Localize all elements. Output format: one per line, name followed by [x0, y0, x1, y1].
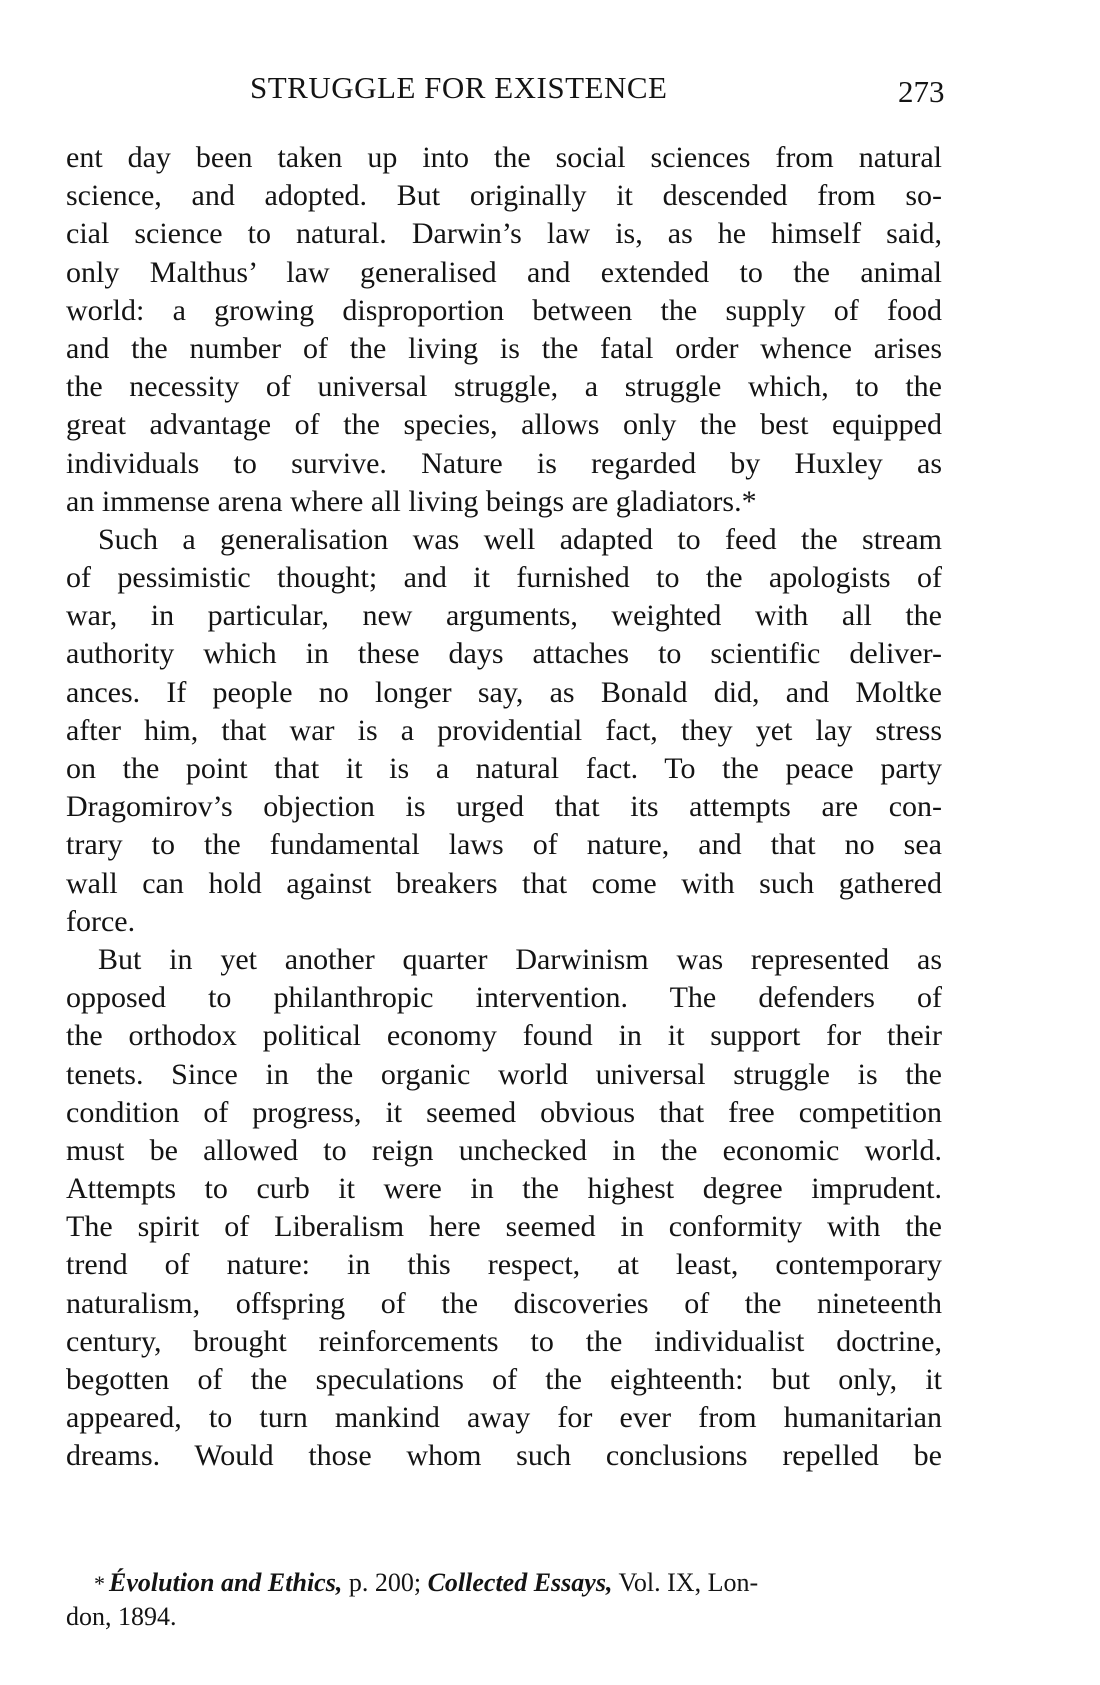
text-line: But in yet another quarter Darwinism was represented as: [98, 942, 942, 976]
text-line: on the point that it is a natural fact. To the peace party: [66, 752, 942, 785]
text-line: force.: [66, 904, 136, 938]
text-line: cial science to natural. Darwin’s law is, as he himself said,: [66, 217, 942, 251]
text-line: and the number of the living is the fatal order whence arises: [66, 331, 942, 365]
text-line: dreams. Would those whom such conclusions repelled be: [66, 1439, 942, 1473]
text-line: Such a generalisation was well adapted to feed the stream: [98, 522, 942, 556]
text-line: opposed to philanthropic intervention. The defenders of: [66, 981, 942, 1015]
text-line: authority which in these days attaches to scientific deliver-: [66, 637, 942, 671]
text-line: the necessity of universal struggle, a struggle which, to the: [66, 370, 942, 404]
page-number: 273: [898, 74, 945, 109]
footnote-work-title: Évolution and Ethics,: [109, 1568, 343, 1597]
footnote-line: [66, 1566, 942, 1600]
text-line: wall can hold against breakers that come with such gathered: [66, 866, 942, 900]
text-line: condition of progress, it seemed obvious that free competition: [66, 1095, 942, 1129]
text-line: great advantage of the species, allows only the best equipped: [66, 408, 942, 442]
text-line: only Malthus’ law generalised and extended to the animal: [66, 255, 942, 289]
text-line: war, in particular, new arguments, weighted with all the: [66, 599, 942, 633]
footnote-collection-title: Collected Essays,: [427, 1568, 613, 1597]
running-head: STRUGGLE FOR EXISTENCE: [250, 70, 668, 105]
body-text: [66, 139, 942, 1476]
text-line: begotten of the speculations of the eighteenth: but only, it: [66, 1363, 942, 1396]
footnote-page-ref: p. 200;: [342, 1568, 428, 1597]
text-line: tenets. Since in the organic world universal struggle is the: [66, 1057, 942, 1091]
text-line: after him, that war is a providential fact, they yet lay stress: [66, 713, 942, 747]
text-line: century, brought reinforcements to the individualist doctrine,: [66, 1324, 942, 1358]
text-line: The spirit of Liberalism here seemed in conformity with the: [66, 1210, 942, 1244]
text-line: science, and adopted. But originally it descended from so-: [66, 179, 942, 213]
footnote-continuation: don, 1894.: [66, 1602, 177, 1631]
text-line: world: a growing disproportion between the supply of food: [66, 293, 942, 327]
text-line: the orthodox political economy found in it support for their: [66, 1019, 942, 1053]
text-line: an immense arena where all living beings are gladiators.*: [66, 484, 757, 518]
text-line: of pessimistic thought; and it furnished to the apologists of: [66, 561, 942, 595]
text-line: ances. If people no longer say, as Bonald did, and Moltke: [66, 675, 942, 709]
footnote-marker: *: [94, 1571, 105, 1596]
footnote-volume-ref: Vol. IX, Lon-: [612, 1568, 759, 1597]
footnote: [66, 1566, 942, 1634]
text-line: appeared, to turn mankind away for ever from humanitarian: [66, 1401, 942, 1435]
text-line: trend of nature: in this respect, at least, contemporary: [66, 1248, 942, 1282]
text-line: trary to the fundamental laws of nature, and that no sea: [66, 828, 942, 862]
text-line: Dragomirov’s objection is urged that its attempts are con-: [66, 790, 942, 824]
text-line: Attempts to curb it were in the highest degree imprudent.: [66, 1172, 942, 1206]
text-line: individuals to survive. Nature is regarded by Huxley as: [66, 446, 942, 480]
text-line: must be allowed to reign unchecked in the economic world.: [66, 1133, 942, 1167]
text-line: ent day been taken up into the social sciences from natural: [66, 141, 942, 174]
text-line: naturalism, offspring of the discoveries of the nineteenth: [66, 1286, 942, 1320]
